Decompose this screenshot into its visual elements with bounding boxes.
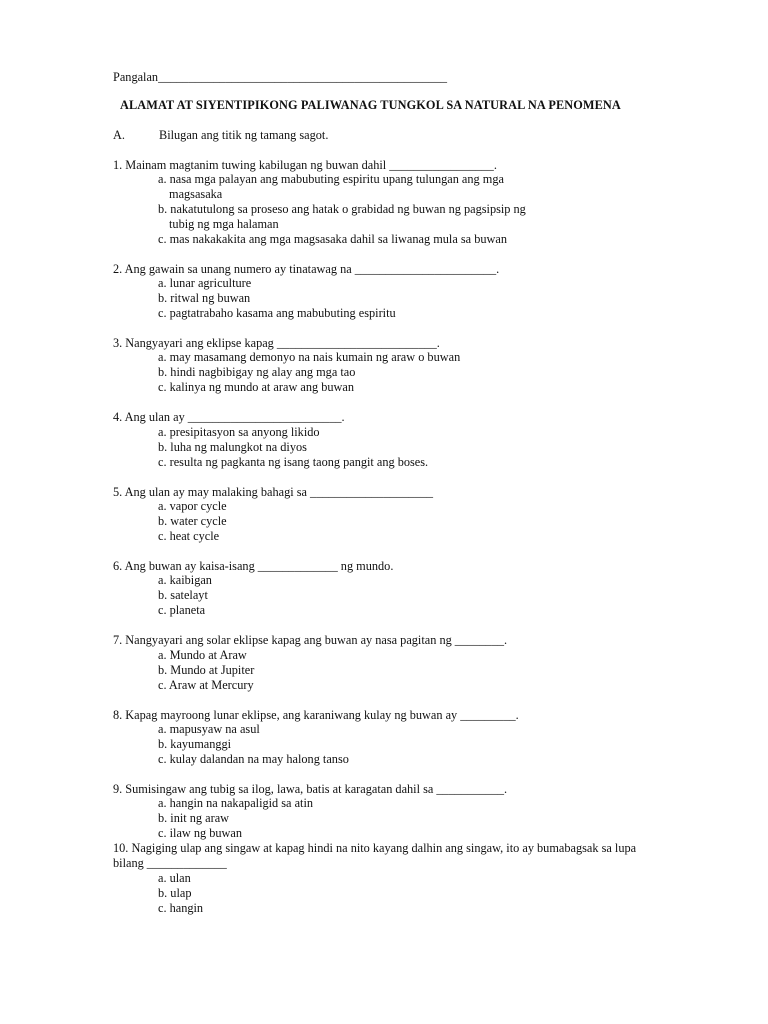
q2-option-c: c. pagtatrabaho kasama ang mabubuting espiritu [158, 306, 396, 320]
question-6: 6. Ang buwan ay kaisa-isang _____________ ng mundo. [113, 559, 394, 573]
q4-option-b: b. luha ng malungkot na diyos [158, 440, 307, 454]
question-2: 2. Ang gawain sa unang numero ay tinatawag na _______________________. [113, 262, 500, 276]
question-10: 10. Nagiging ulap ang singaw at kapag hindi na nito kayang dalhin ang singaw, ito ay bumabagsak sa lupa [113, 841, 637, 855]
q3-option-c: c. kalinya ng mundo at araw ang buwan [158, 380, 355, 394]
section-instruction: Bilugan ang titik ng tamang sagot. [159, 128, 329, 142]
q10-option-b: b. ulap [158, 886, 192, 900]
name-field-line: Pangalan_______________________________________________ [113, 70, 448, 84]
section-letter: A. [113, 128, 125, 142]
q8-option-b: b. kayumanggi [158, 737, 232, 751]
q10-option-a: a. ulan [158, 871, 191, 885]
q3-option-b: b. hindi nagbibigay ng alay ang mga tao [158, 365, 356, 379]
q8-option-c: c. kulay dalandan na may halong tanso [158, 752, 349, 766]
question-7: 7. Nangyayari ang solar eklipse kapag ang buwan ay nasa pagitan ng ________. [113, 633, 508, 647]
q4-option-c: c. resulta ng pagkanta ng isang taong pangit ang boses. [158, 455, 429, 469]
q1-option-c: c. mas nakakakita ang mga magsasaka dahil sa liwanag mula sa buwan [158, 232, 507, 246]
q6-option-c: c. planeta [158, 603, 206, 617]
question-4: 4. Ang ulan ay _________________________. [113, 410, 345, 424]
q6-option-b: b. satelayt [158, 588, 208, 602]
q9-option-c: c. ilaw ng buwan [158, 826, 243, 840]
q5-option-a: a. vapor cycle [158, 499, 227, 513]
q1-option-a: a. nasa mga palayan ang mabubuting espiritu upang tulungan ang mga [158, 172, 504, 186]
q1-option-b: b. nakatutulong sa proseso ang hatak o grabidad ng buwan ng pagsipsip ng [158, 202, 526, 216]
q7-option-a: a. Mundo at Araw [158, 648, 247, 662]
q6-option-a: a. kaibigan [158, 573, 212, 587]
q5-option-b: b. water cycle [158, 514, 227, 528]
q9-option-b: b. init ng araw [158, 811, 230, 825]
q7-option-c: c. Araw at Mercury [158, 678, 254, 692]
q1-option-a-cont: magsasaka [169, 187, 223, 201]
q2-option-a: a. lunar agriculture [158, 276, 252, 290]
q5-option-c: c. heat cycle [158, 529, 220, 543]
q9-option-a: a. hangin na nakapaligid sa atin [158, 796, 314, 810]
q1-option-b-cont: tubig ng mga halaman [169, 217, 279, 231]
q8-option-a: a. mapusyaw na asul [158, 722, 260, 736]
q7-option-b: b. Mundo at Jupiter [158, 663, 255, 677]
question-3: 3. Nangyayari ang eklipse kapag __________________________. [113, 336, 440, 350]
question-9: 9. Sumisingaw ang tubig sa ilog, lawa, batis at karagatan dahil sa ___________. [113, 782, 508, 796]
q3-option-a: a. may masamang demonyo na nais kumain ng araw o buwan [158, 350, 461, 364]
question-1: 1. Mainam magtanim tuwing kabilugan ng buwan dahil _________________. [113, 158, 497, 172]
q2-option-b: b. ritwal ng buwan [158, 291, 251, 305]
q10-option-c: c. hangin [158, 901, 204, 915]
worksheet-title: ALAMAT AT SIYENTIPIKONG PALIWANAG TUNGKOL SA NATURAL NA PENOMENA [120, 98, 621, 112]
question-5: 5. Ang ulan ay may malaking bahagi sa ____________________ [113, 485, 434, 499]
q4-option-a: a. presipitasyon sa anyong likido [158, 425, 320, 439]
question-10-cont: bilang _____________ [113, 856, 227, 870]
question-8: 8. Kapag mayroong lunar eklipse, ang karaniwang kulay ng buwan ay _________. [113, 708, 519, 722]
